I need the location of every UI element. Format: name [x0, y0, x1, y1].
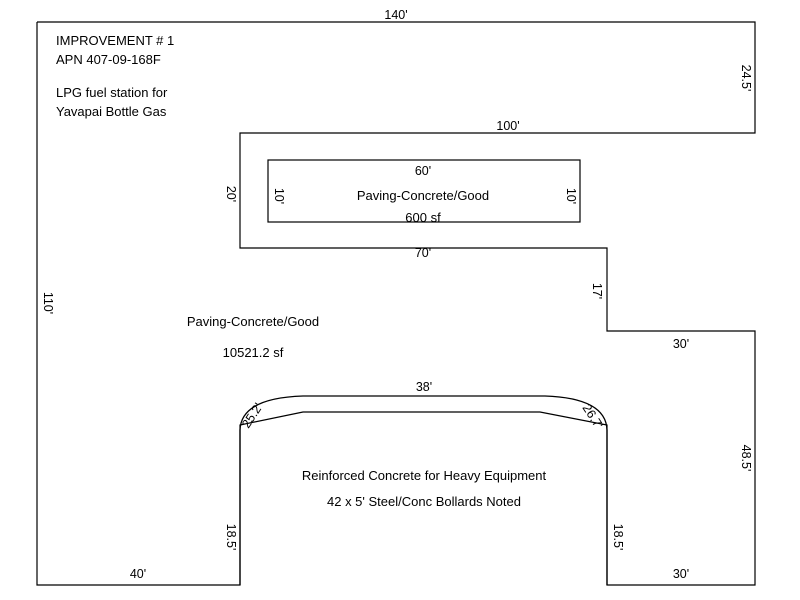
- dimension-inner-top: 60': [414, 164, 432, 179]
- dimension-top: 140': [384, 8, 408, 23]
- dimension-notch-top: 100': [496, 119, 520, 134]
- dimension-right-upper: 24.5': [738, 64, 753, 92]
- title-line-2: APN 407-09-168F: [56, 51, 161, 67]
- dimension-pad-top: 38': [415, 380, 433, 395]
- dimension-notch-left: 20': [223, 185, 238, 203]
- dimension-inner-left: 10': [271, 187, 286, 205]
- dimension-step-right-horiz: 30': [672, 337, 690, 352]
- inner-box-area-label: [273, 185, 573, 229]
- main-area-label-text: Paving-Concrete/Good: [186, 314, 320, 329]
- title-block-main: [56, 32, 174, 70]
- dimension-step-right-vert: 17': [589, 282, 604, 300]
- dimension-pad-left-vert: 18.5': [223, 523, 238, 551]
- dimension-inner-right: 10': [563, 187, 578, 205]
- pad-label-line-2: 42 x 5' Steel/Conc Bollards Noted: [327, 494, 521, 510]
- subtitle-line-1: LPG fuel station for: [56, 85, 168, 100]
- inner-box-label-text: Paving-Concrete/Good: [356, 188, 490, 203]
- dimension-pad-right-vert: 18.5': [610, 523, 625, 551]
- title-block-subtitle: [56, 84, 167, 122]
- dimension-pad-diag-right: 26.7': [579, 401, 606, 432]
- subtitle-line-2: Yavapai Bottle Gas: [56, 103, 167, 119]
- dimension-bottom-right: 30': [672, 567, 690, 582]
- pad-area-label: [274, 465, 574, 513]
- pad-label-line-1: Reinforced Concrete for Heavy Equipment: [301, 468, 547, 483]
- main-area-value: 10521.2 sf: [222, 345, 284, 361]
- main-area-label: [128, 311, 378, 364]
- dimension-right-lower: 48.5': [738, 444, 753, 472]
- dimension-pad-diag-left: 25.2': [239, 400, 266, 431]
- inner-box-area-value: 600 sf: [405, 210, 441, 226]
- dimension-notch-bottom: 70': [414, 246, 432, 261]
- title-line-1: IMPROVEMENT # 1: [56, 33, 175, 48]
- dimension-bottom-left: 40': [129, 567, 147, 582]
- dimension-left: 110': [40, 291, 55, 315]
